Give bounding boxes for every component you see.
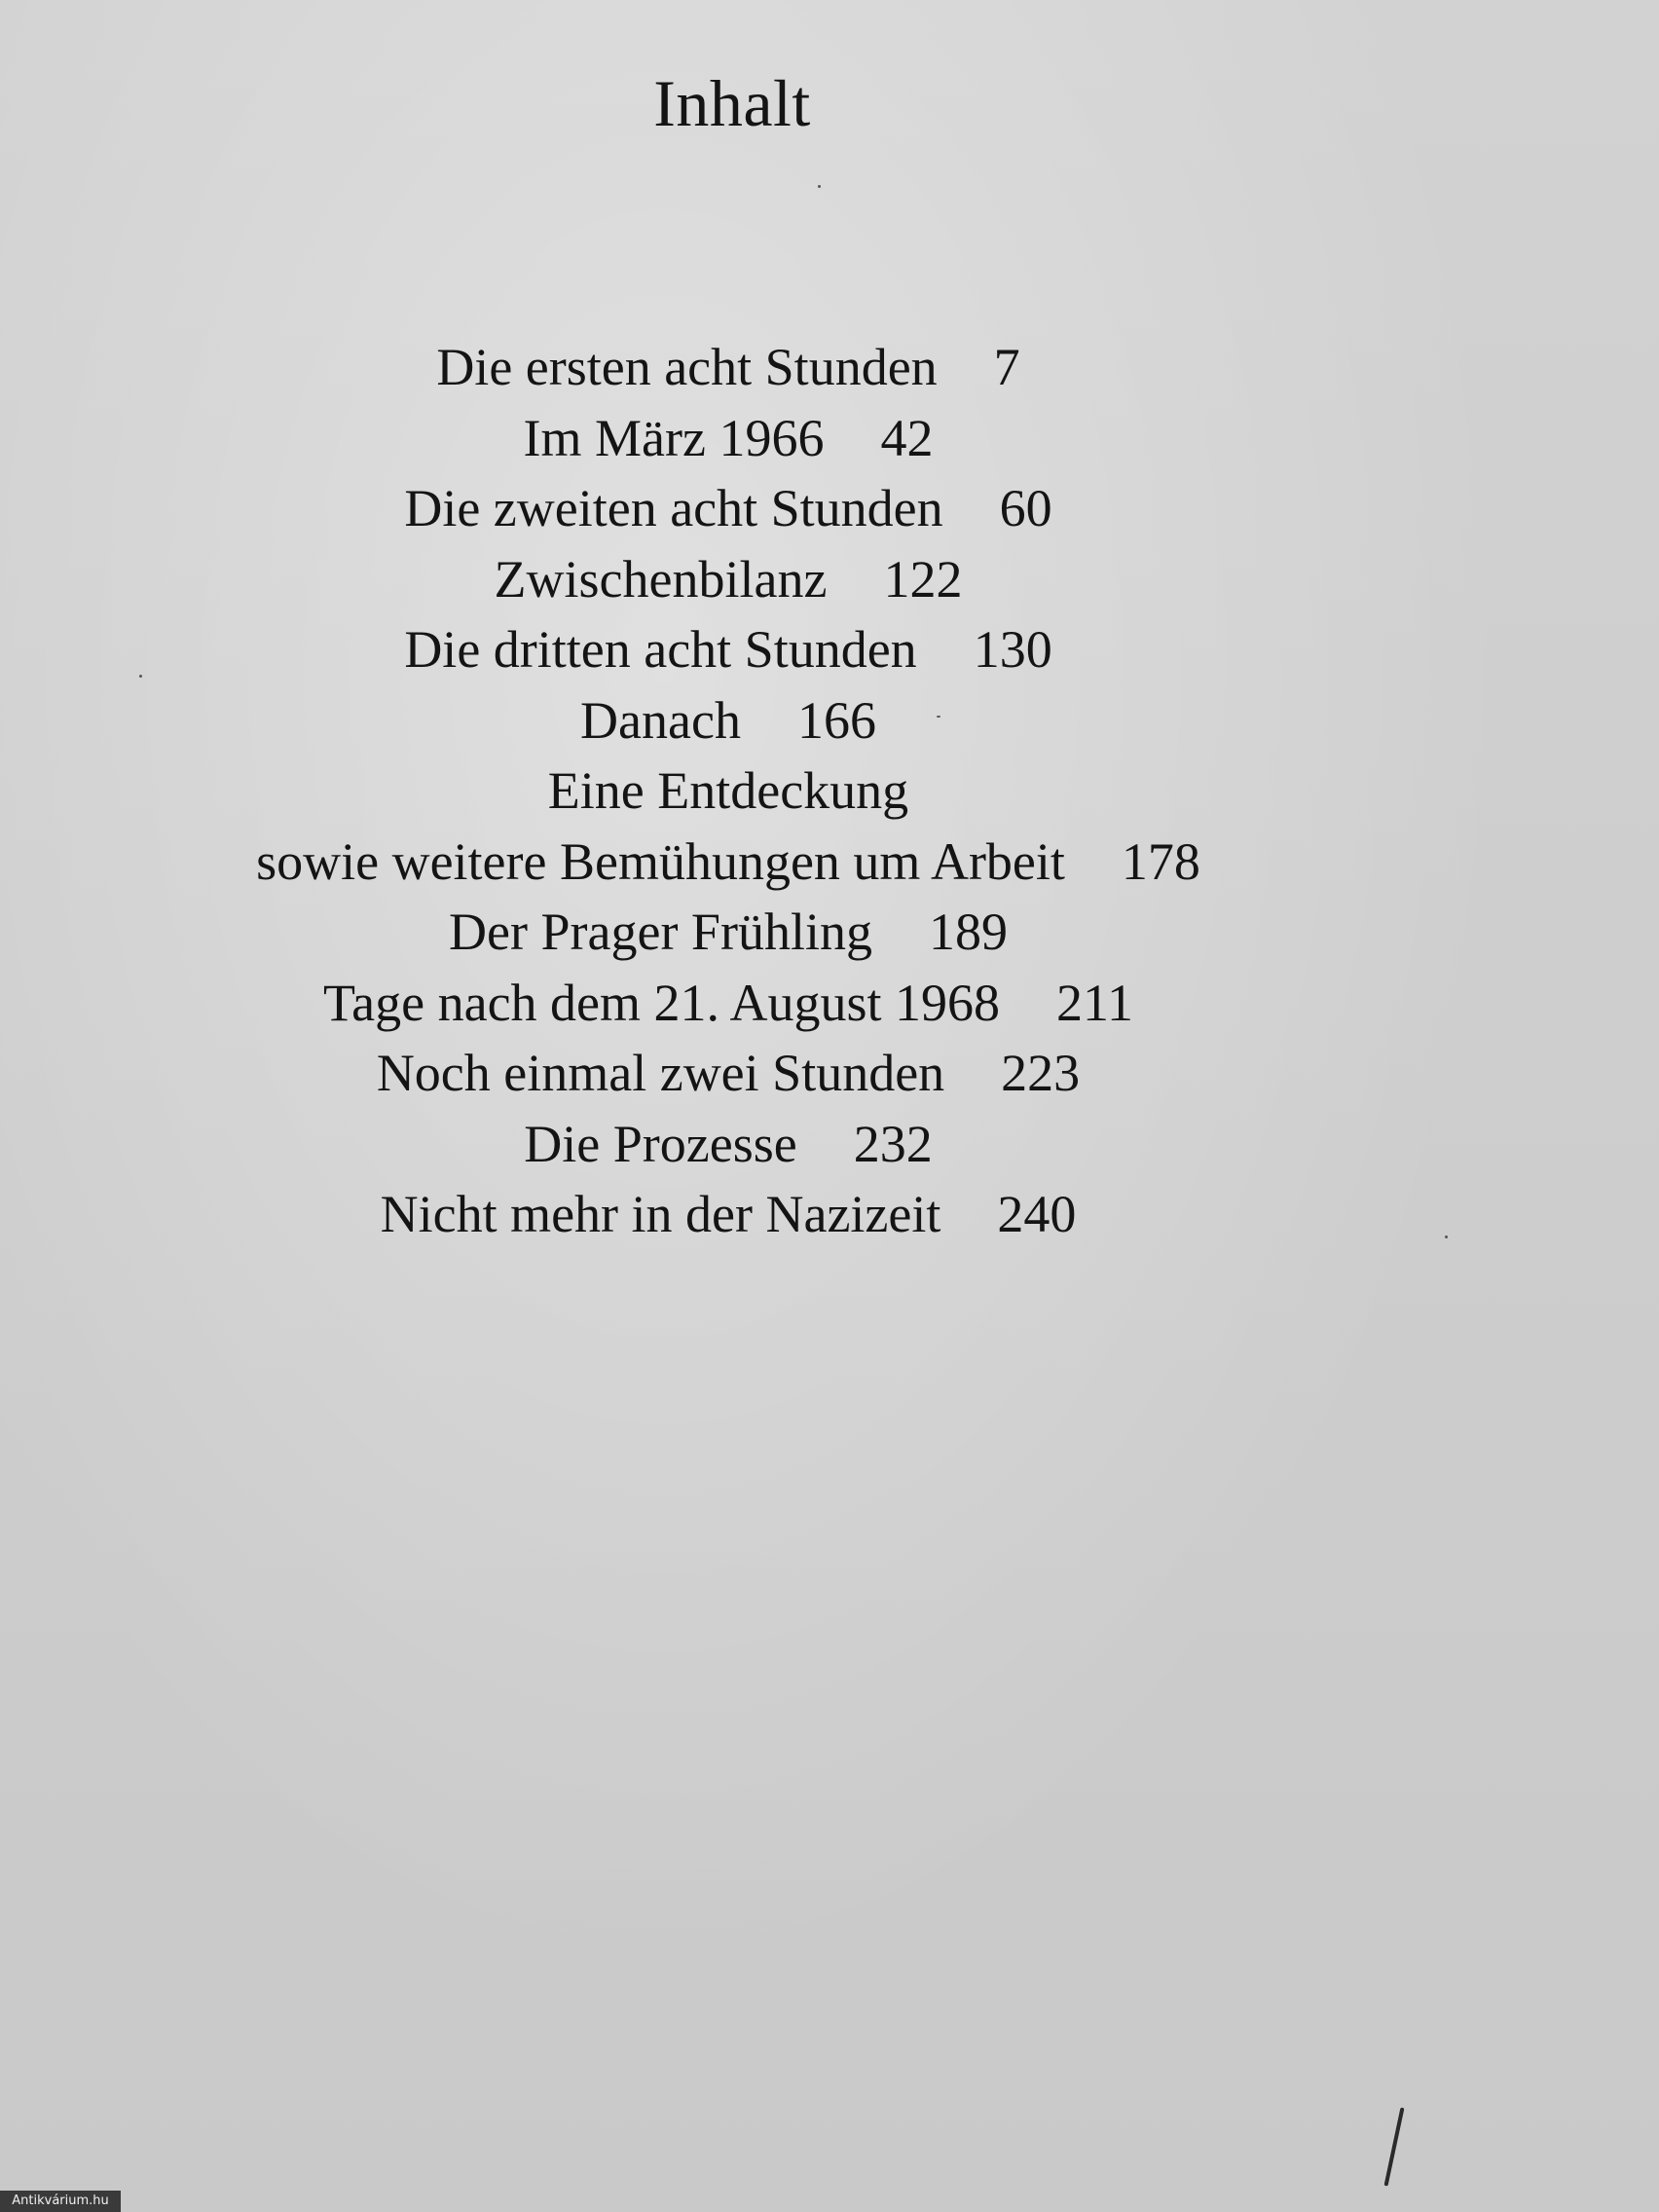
toc-entry-page-number: 223 (1001, 1044, 1081, 1102)
toc-entry (0, 1038, 1456, 1109)
toc-entry (0, 827, 1456, 898)
watermark-label: Antikvárium.hu (0, 2191, 121, 2212)
toc-entry-page-number: 60 (999, 479, 1052, 537)
toc-entry (0, 403, 1456, 474)
table-of-contents (0, 332, 1456, 1250)
toc-entry (0, 756, 1456, 827)
paper-speck (818, 185, 821, 188)
toc-entry-title: Die ersten acht Stunden (436, 338, 938, 396)
toc-entry (0, 332, 1456, 403)
toc-entry-title: Noch einmal zwei Stunden (376, 1044, 945, 1102)
toc-entry-title: Der Prager Frühling (449, 903, 872, 961)
toc-entry (0, 685, 1456, 756)
toc-entry-title: sowie weitere Bemühungen um Arbeit (256, 831, 1065, 891)
toc-entry (0, 1179, 1456, 1250)
toc-entry-title: Die zweiten acht Stunden (404, 479, 943, 537)
toc-entry-title: Im März 1966 (523, 408, 825, 467)
toc-entry-page-number: 42 (880, 408, 934, 467)
toc-entry-title: Nicht mehr in der Nazizeit (380, 1185, 941, 1243)
toc-entry-title: Eine Entdeckung (547, 761, 909, 820)
toc-entry (0, 968, 1456, 1039)
toc-entry-page-number: 166 (796, 690, 876, 750)
toc-entry-page-number: 232 (853, 1114, 933, 1173)
toc-entry (0, 897, 1456, 968)
toc-entry (0, 544, 1456, 615)
toc-entry-page-number: 211 (1056, 973, 1134, 1032)
toc-entry-page-number: 240 (997, 1185, 1077, 1243)
toc-entry-title: Danach (580, 690, 741, 750)
toc-entry-title: Tage nach dem 21. August 1968 (322, 973, 1001, 1032)
page-title: Inhalt (653, 66, 811, 140)
toc-entry (0, 614, 1456, 685)
toc-entry-title: Die dritten acht Stunden (404, 620, 917, 679)
toc-entry-page-number: 7 (993, 338, 1020, 396)
paper-speck (937, 716, 940, 718)
toc-entry-title: Die Prozesse (524, 1114, 797, 1173)
toc-entry-page-number: 130 (973, 620, 1052, 679)
toc-entry-page-number: 178 (1121, 831, 1200, 891)
toc-entry (0, 1109, 1456, 1180)
pencil-mark (1384, 2107, 1405, 2186)
toc-entry-title: Zwischenbilanz (494, 549, 828, 608)
toc-entry (0, 473, 1456, 544)
toc-entry-page-number: 189 (928, 903, 1008, 961)
paper-speck (139, 675, 142, 678)
paper-speck (1445, 1235, 1448, 1238)
toc-entry-page-number: 122 (883, 549, 963, 608)
